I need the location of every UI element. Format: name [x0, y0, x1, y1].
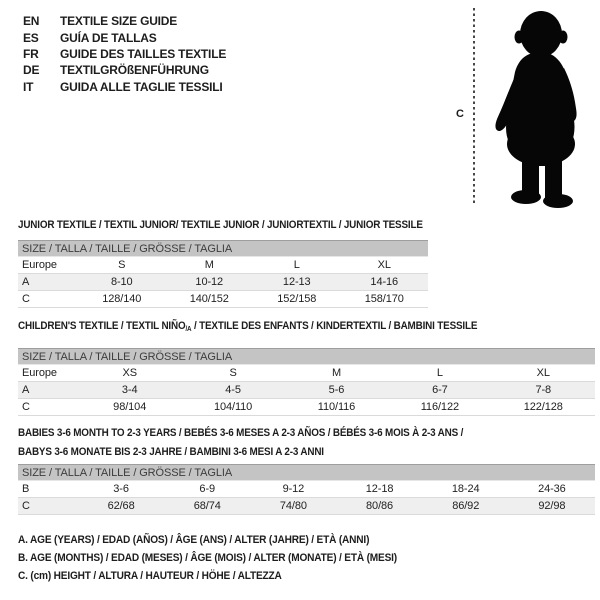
cell: 9-12 — [250, 481, 336, 498]
cell: 6-7 — [388, 382, 491, 399]
lang-title: GUIDE DES TAILLES TEXTILE — [60, 46, 227, 61]
cell: 116/122 — [388, 399, 491, 416]
cell: 104/110 — [181, 399, 284, 416]
row-label: C — [18, 399, 78, 416]
row-label: B — [18, 481, 78, 498]
table-row-age-months — [18, 481, 595, 498]
cell: 8-10 — [78, 274, 166, 291]
lang-row-en — [23, 13, 226, 29]
cell: 140/152 — [166, 291, 254, 308]
lang-code: FR — [23, 46, 39, 61]
row-label: A — [18, 382, 78, 399]
cell: 86/92 — [423, 498, 509, 515]
children-title-subscript: /A — [185, 326, 192, 333]
cell: 6-9 — [164, 481, 250, 498]
table-row-height — [18, 498, 595, 515]
size-header-label: SIZE / TALLA / TAILLE / GRÖSSE / TAGLIA — [18, 349, 595, 365]
cell: L — [253, 257, 341, 274]
table-row-age-years — [18, 382, 595, 399]
table-row-height — [18, 399, 595, 416]
lang-row-it — [23, 79, 226, 95]
note-age-years: A. AGE (YEARS) / EDAD (AÑOS) / ÂGE (ANS) / ALTER (JAHRE) / ETÀ (ANNI) — [18, 534, 370, 546]
babies-size-table — [18, 464, 595, 515]
babies-section-title-line1: BABIES 3-6 MONTH TO 2-3 YEARS / BEBÉS 3-6 MESES A 2-3 AÑOS / BÉBÉS 3-6 MOIS À 2-3 ANS / — [18, 427, 464, 439]
row-label: Europe — [18, 257, 78, 274]
cell: M — [285, 365, 388, 382]
cell: 7-8 — [492, 382, 595, 399]
cell: 3-4 — [78, 382, 181, 399]
cell: 3-6 — [78, 481, 164, 498]
height-measure-label: C — [456, 108, 464, 120]
cell: 18-24 — [423, 481, 509, 498]
size-header-row — [18, 241, 428, 257]
cell: 158/170 — [341, 291, 429, 308]
cell: S — [78, 257, 166, 274]
row-label: A — [18, 274, 78, 291]
cell: XL — [492, 365, 595, 382]
lang-code: DE — [23, 63, 40, 78]
lang-code: IT — [23, 79, 34, 94]
size-header-label: SIZE / TALLA / TAILLE / GRÖSSE / TAGLIA — [18, 241, 428, 257]
lang-row-es — [23, 29, 226, 45]
cell: 10-12 — [166, 274, 254, 291]
lang-title: TEXTILGRÖßENFÜHRUNG — [60, 63, 209, 78]
row-label: C — [18, 291, 78, 308]
cell: 80/86 — [336, 498, 422, 515]
toddler-silhouette-icon — [482, 8, 600, 208]
row-label: C — [18, 498, 78, 515]
language-title-list — [23, 13, 226, 95]
children-title-before: CHILDREN'S TEXTILE / TEXTIL NIÑO — [18, 320, 186, 332]
lang-title: TEXTILE SIZE GUIDE — [60, 14, 178, 29]
note-height-cm: C. (cm) HEIGHT / ALTURA / HAUTEUR / HÖHE / ALTEZZA — [18, 570, 282, 582]
cell: 110/116 — [285, 399, 388, 416]
lang-row-de — [23, 62, 226, 78]
babies-section-title-line2: BABYS 3-6 MONATE BIS 2-3 JAHRE / BAMBINI 3-6 MESI A 2-3 ANNI — [18, 446, 324, 458]
cell: 12-18 — [336, 481, 422, 498]
cell: 62/68 — [78, 498, 164, 515]
row-label: Europe — [18, 365, 78, 382]
table-row-europe — [18, 365, 595, 382]
size-header-row — [18, 349, 595, 365]
lang-title: GUIDA ALLE TAGLIE TESSILI — [60, 79, 223, 94]
cell: 74/80 — [250, 498, 336, 515]
table-row-height — [18, 291, 428, 308]
height-dashed-line — [473, 8, 475, 206]
cell: 92/98 — [509, 498, 595, 515]
size-header-label: SIZE / TALLA / TAILLE / GRÖSSE / TAGLIA — [18, 465, 595, 481]
cell: 12-13 — [253, 274, 341, 291]
cell: 128/140 — [78, 291, 166, 308]
children-section-title — [18, 320, 477, 333]
cell: 98/104 — [78, 399, 181, 416]
cell: 4-5 — [181, 382, 284, 399]
lang-code: EN — [23, 14, 40, 29]
cell: 68/74 — [164, 498, 250, 515]
note-age-months: B. AGE (MONTHS) / EDAD (MESES) / ÂGE (MOIS) / ALTER (MONATE) / ETÀ (MESI) — [18, 552, 397, 564]
lang-title: GUÍA DE TALLAS — [60, 30, 157, 45]
size-header-row — [18, 465, 595, 481]
cell: 5-6 — [285, 382, 388, 399]
lang-row-fr — [23, 46, 226, 62]
cell: 152/158 — [253, 291, 341, 308]
cell: XS — [78, 365, 181, 382]
junior-size-table — [18, 240, 428, 308]
lang-code: ES — [23, 30, 39, 45]
children-title-after: / TEXTILE DES ENFANTS / KINDERTEXTIL / BAMBINI TESSILE — [191, 320, 478, 332]
cell: L — [388, 365, 491, 382]
junior-section-title: JUNIOR TEXTILE / TEXTIL JUNIOR/ TEXTILE JUNIOR / JUNIORTEXTIL / JUNIOR TESSILE — [18, 219, 423, 231]
cell: M — [166, 257, 254, 274]
cell: 14-16 — [341, 274, 429, 291]
legend-notes — [18, 534, 430, 588]
cell: 24-36 — [509, 481, 595, 498]
cell: XL — [341, 257, 429, 274]
cell: 122/128 — [492, 399, 595, 416]
table-row-age-years — [18, 274, 428, 291]
children-size-table — [18, 348, 595, 416]
table-row-europe — [18, 257, 428, 274]
cell: S — [181, 365, 284, 382]
